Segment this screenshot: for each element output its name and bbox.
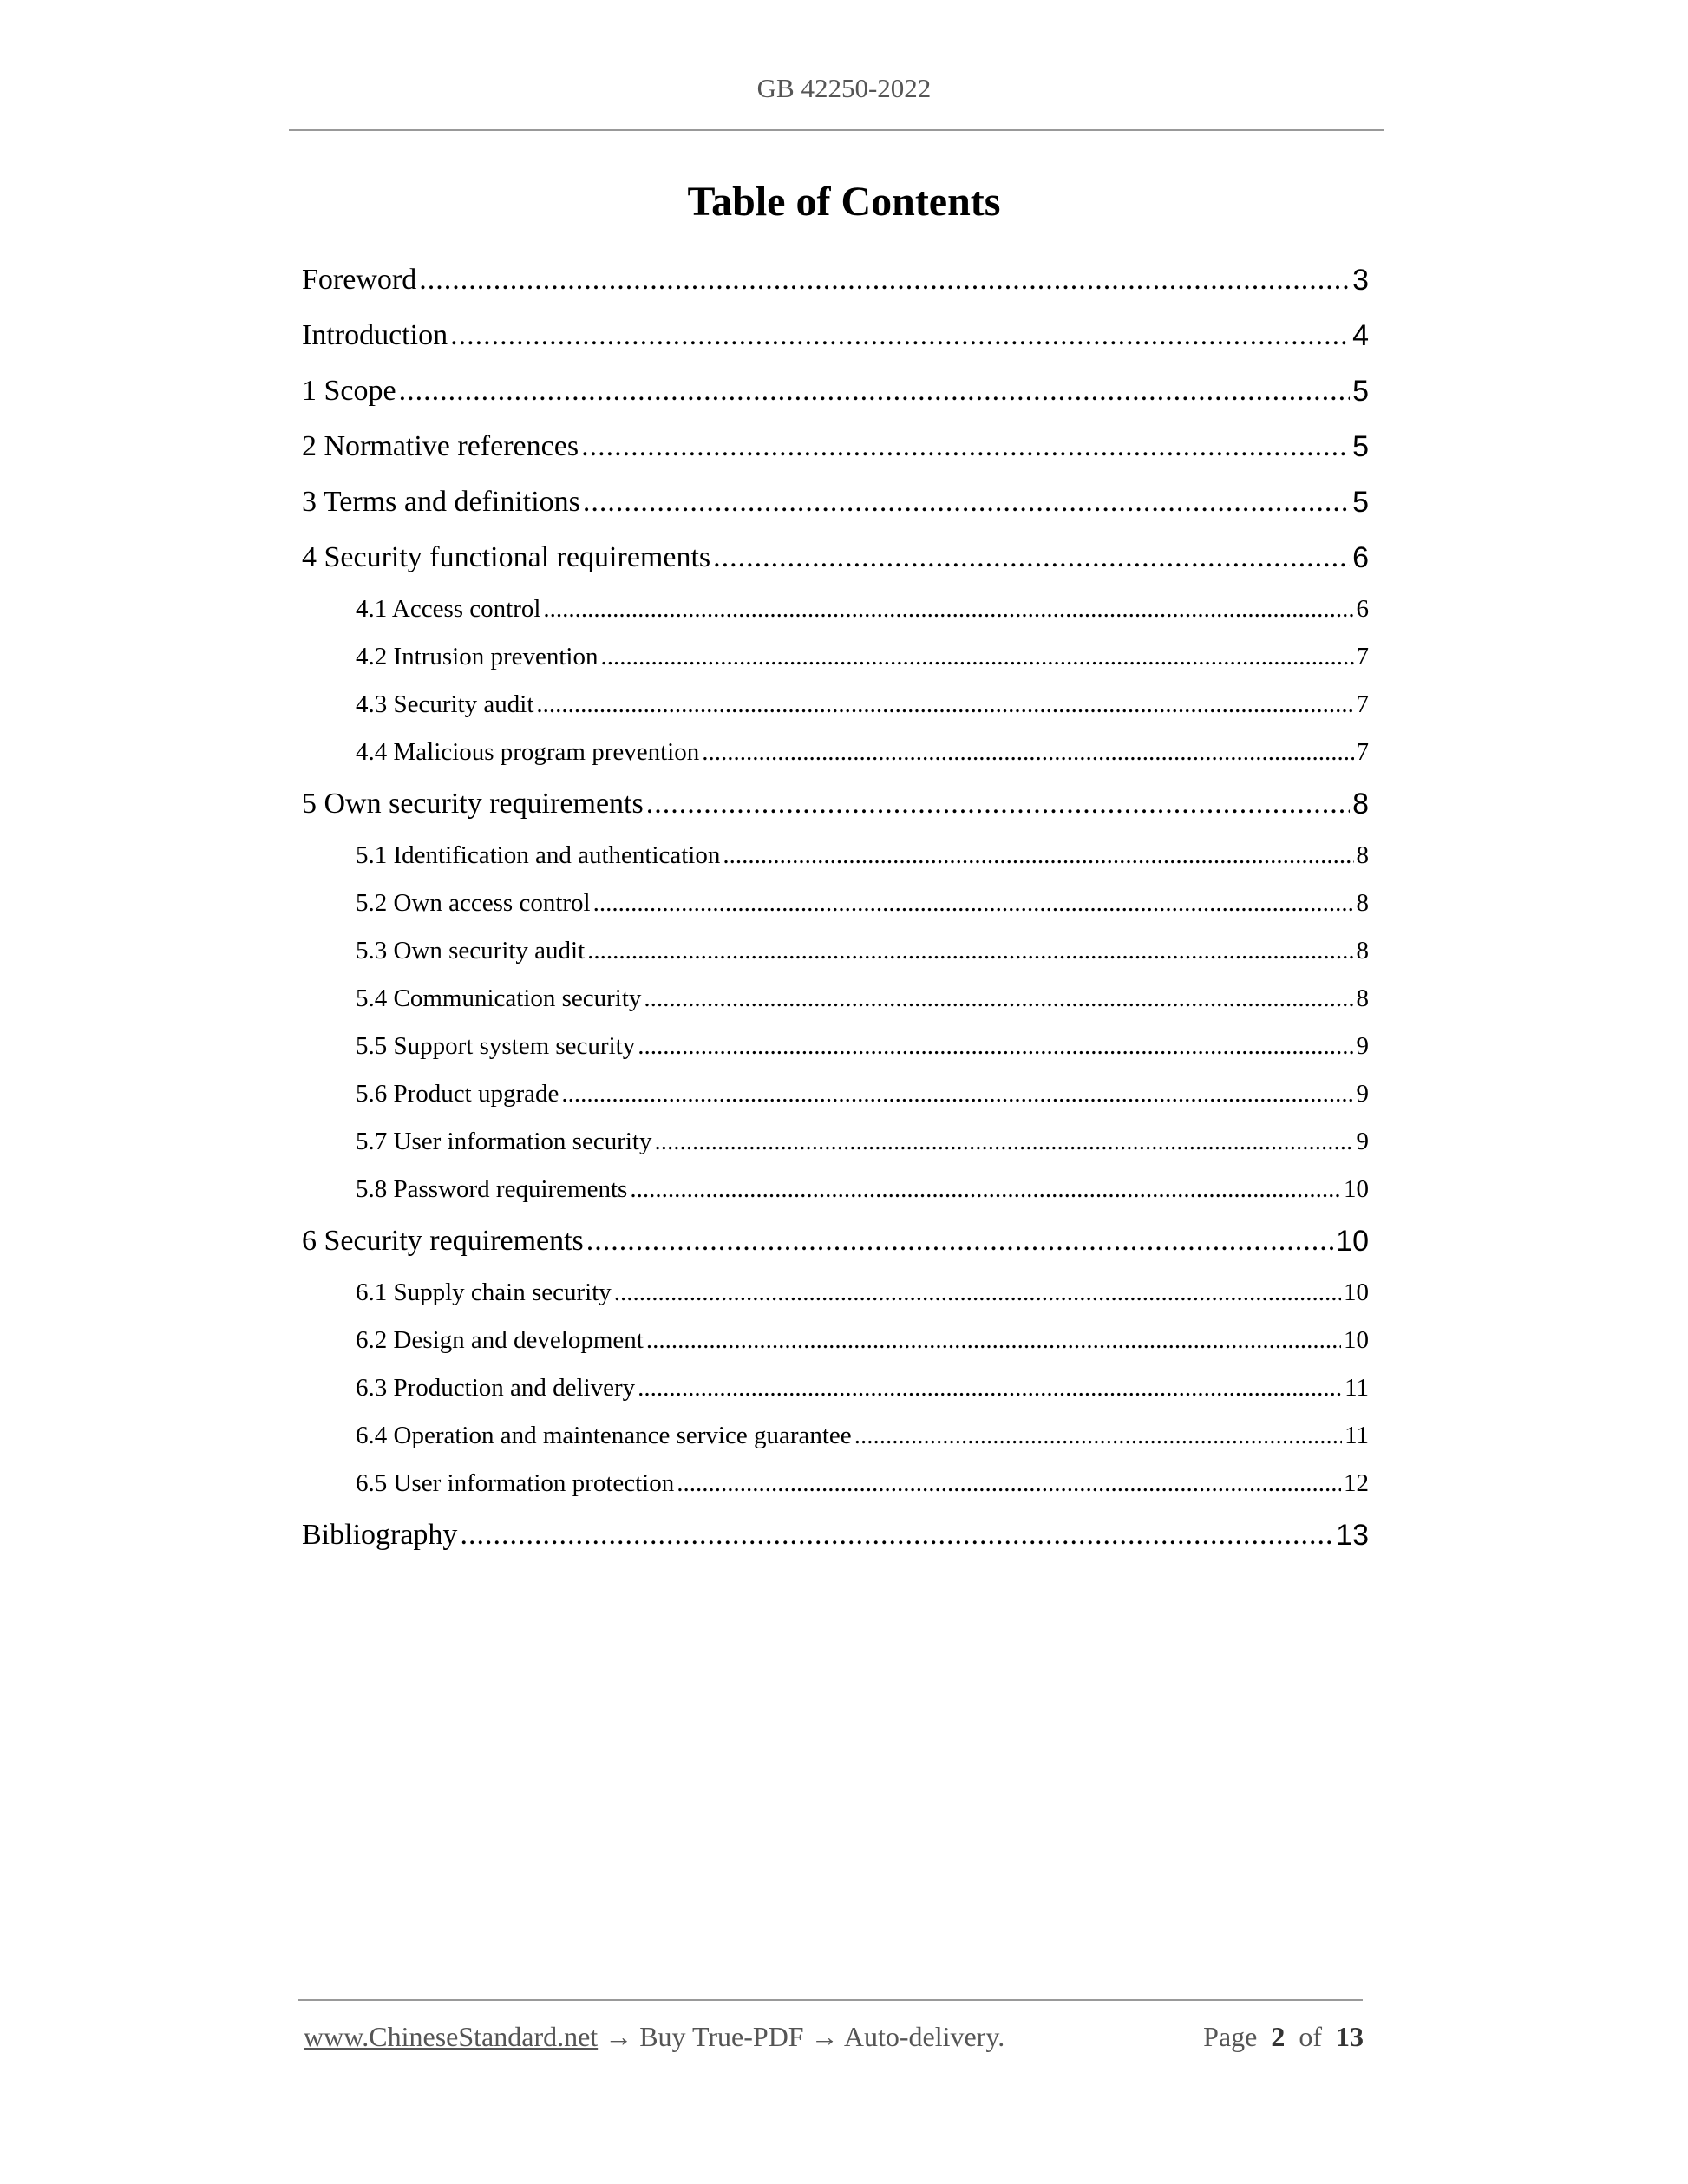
total-pages: 13 [1336, 2021, 1364, 2052]
toc-page-number: 10 [1344, 1326, 1369, 1354]
toc-entry-label: 5.6 Product upgrade [356, 1080, 559, 1108]
toc-page-number: 8 [1352, 787, 1369, 821]
dot-leader [460, 1519, 1333, 1552]
arrow-icon: → [605, 2021, 633, 2052]
dot-leader [723, 841, 1353, 870]
dot-leader [583, 486, 1350, 519]
toc-subentry[interactable] [302, 832, 1369, 879]
toc-subentry[interactable] [302, 1166, 1369, 1213]
toc-subentry[interactable] [302, 681, 1369, 729]
toc-entry[interactable] [302, 1213, 1369, 1269]
dot-leader [399, 375, 1350, 408]
toc-entry-label: 1 Scope [302, 375, 396, 407]
toc-page-number: 3 [1352, 263, 1369, 297]
website-link[interactable]: www.ChineseStandard.net [304, 2021, 599, 2052]
toc-page-number: 8 [1356, 889, 1369, 917]
toc-entry-label: 6.5 User information protection [356, 1469, 675, 1497]
toc-page-number: 7 [1356, 690, 1369, 718]
toc-entry-label: 2 Normative references [302, 430, 579, 462]
toc-subentry[interactable] [302, 1364, 1369, 1412]
toc-page-number: 8 [1356, 984, 1369, 1012]
toc-subentry[interactable] [302, 1118, 1369, 1166]
toc-entry[interactable] [302, 363, 1369, 419]
document-id-header: GB 42250-2022 [756, 73, 932, 103]
dot-leader [646, 1326, 1341, 1355]
toc-entry-label: 5.1 Identification and authentication [356, 841, 721, 869]
of-label: of [1299, 2021, 1322, 2052]
toc-entry-label: 4.2 Intrusion prevention [356, 643, 599, 670]
toc-page-number: 9 [1356, 1080, 1369, 1108]
toc-entry-label: 4.1 Access control [356, 595, 541, 623]
toc-page-number: 11 [1345, 1422, 1369, 1449]
dot-leader [644, 984, 1353, 1013]
toc-page-number: 12 [1344, 1469, 1369, 1497]
page-title: Table of Contents [687, 179, 1001, 225]
toc-entry-label: 5.4 Communication security [356, 984, 642, 1012]
toc-entry-label: Foreword [302, 264, 417, 296]
footer-promo [304, 2021, 1004, 2053]
page-indicator [1203, 2021, 1364, 2053]
toc-entry-label: 6.3 Production and delivery [356, 1374, 636, 1402]
toc-subentry[interactable] [302, 1317, 1369, 1364]
dot-leader [586, 1225, 1333, 1258]
toc-page-number: 5 [1352, 485, 1369, 519]
dot-leader [638, 1374, 1342, 1403]
toc-page-number: 5 [1352, 429, 1369, 463]
toc-page-number: 10 [1336, 1224, 1369, 1258]
toc-page-number: 7 [1356, 738, 1369, 766]
toc-entry-label: 6.4 Operation and maintenance service guarantee [356, 1422, 852, 1449]
toc-page-number: 9 [1356, 1128, 1369, 1155]
toc-page-number: 4 [1352, 318, 1369, 352]
toc-entry-label: Bibliography [302, 1519, 458, 1551]
toc-entry[interactable] [302, 1507, 1369, 1563]
toc-entry[interactable] [302, 474, 1369, 530]
delivery-text: Auto-delivery. [843, 2021, 1005, 2052]
toc-page-number: 13 [1336, 1518, 1369, 1552]
toc-subentry[interactable] [302, 1070, 1369, 1118]
toc-page-number: 10 [1344, 1278, 1369, 1306]
toc-entry[interactable] [302, 308, 1369, 363]
footer-divider [298, 1999, 1363, 2001]
dot-leader [561, 1080, 1353, 1108]
dot-leader [654, 1128, 1353, 1156]
toc-entry-label: 4.4 Malicious program prevention [356, 738, 700, 766]
dot-leader [581, 430, 1350, 463]
footer [304, 2021, 1364, 2053]
toc-entry-label: 4 Security functional requirements [302, 541, 711, 573]
toc-page-number: 10 [1344, 1175, 1369, 1203]
toc-page-number: 5 [1352, 374, 1369, 408]
dot-leader [630, 1175, 1341, 1204]
dot-leader [419, 264, 1350, 297]
toc-page-number: 8 [1356, 841, 1369, 869]
toc-page-number: 9 [1356, 1032, 1369, 1060]
dot-leader [713, 541, 1350, 574]
dot-leader [854, 1422, 1342, 1450]
toc-entry[interactable] [302, 530, 1369, 585]
dot-leader [638, 1032, 1353, 1061]
table-of-contents [302, 252, 1369, 1563]
dot-leader [677, 1469, 1341, 1498]
toc-subentry[interactable] [302, 585, 1369, 633]
toc-entry-label: 5.3 Own security audit [356, 937, 586, 964]
toc-subentry[interactable] [302, 1023, 1369, 1070]
dot-leader [587, 937, 1353, 965]
header-divider [289, 129, 1384, 131]
toc-entry-label: 5.7 User information security [356, 1128, 652, 1155]
dot-leader [536, 690, 1353, 719]
arrow-icon: → [810, 2021, 839, 2052]
toc-entry-label: 5.8 Password requirements [356, 1175, 628, 1203]
toc-entry-label: 5 Own security requirements [302, 788, 644, 820]
toc-subentry[interactable] [302, 975, 1369, 1023]
toc-subentry[interactable] [302, 1460, 1369, 1507]
dot-leader [593, 889, 1354, 918]
page-label: Page [1203, 2021, 1258, 2052]
toc-subentry[interactable] [302, 729, 1369, 776]
current-page: 2 [1271, 2021, 1286, 2052]
toc-subentry[interactable] [302, 1412, 1369, 1460]
dot-leader [646, 788, 1350, 821]
toc-entry-label: 4.3 Security audit [356, 690, 534, 718]
toc-page-number: 6 [1352, 540, 1369, 574]
toc-entry[interactable] [302, 419, 1369, 474]
toc-page-number: 6 [1356, 595, 1369, 623]
toc-entry-label: Introduction [302, 319, 448, 351]
toc-entry-label: 3 Terms and definitions [302, 486, 580, 518]
toc-page-number: 11 [1345, 1374, 1369, 1402]
toc-page-number: 7 [1356, 643, 1369, 670]
dot-leader [600, 643, 1353, 671]
toc-entry-label: 6 Security requirements [302, 1225, 584, 1257]
dot-leader [450, 319, 1350, 352]
toc-entry-label: 5.5 Support system security [356, 1032, 636, 1060]
toc-subentry[interactable] [302, 1269, 1369, 1317]
toc-entry[interactable] [302, 252, 1369, 308]
toc-entry-label: 5.2 Own access control [356, 889, 591, 917]
buy-text: Buy True-PDF [639, 2021, 804, 2052]
toc-subentry[interactable] [302, 927, 1369, 975]
dot-leader [702, 738, 1353, 767]
toc-subentry[interactable] [302, 879, 1369, 927]
dot-leader [614, 1278, 1341, 1307]
toc-entry[interactable] [302, 776, 1369, 832]
toc-subentry[interactable] [302, 633, 1369, 681]
toc-entry-label: 6.2 Design and development [356, 1326, 644, 1354]
toc-entry-label: 6.1 Supply chain security [356, 1278, 612, 1306]
dot-leader [543, 595, 1353, 624]
toc-page-number: 8 [1356, 937, 1369, 964]
